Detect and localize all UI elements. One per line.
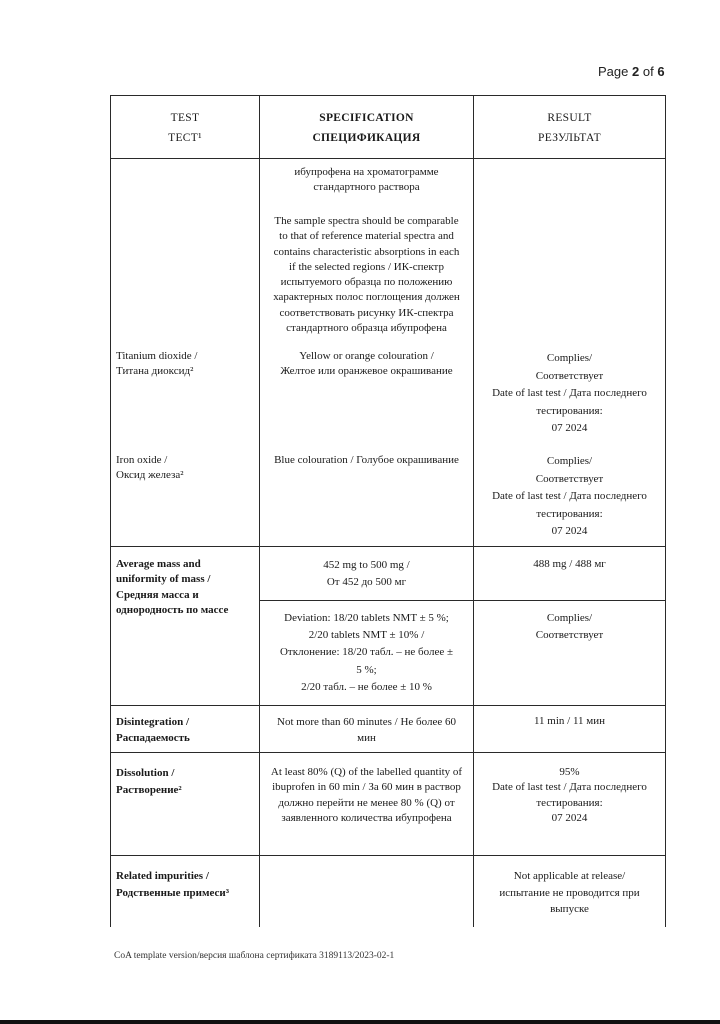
result-related-impurities: Not applicable at release/ испытание не проводится при выпуске	[499, 870, 640, 915]
table-top-border	[110, 95, 666, 96]
test-average-mass: Average mass and uniformity of mass / Средняя масса и однородность по массе	[116, 558, 229, 616]
test-related-impurities: Related impurities / Родственные примеси³	[116, 870, 230, 899]
row-divider	[259, 600, 666, 601]
test-disintegration: Disintegration / Распадаемость	[116, 716, 190, 744]
result-dissolution: 95% Date of last test / Дата последнего тестирования: 07 2024	[492, 766, 647, 824]
row-divider	[110, 855, 666, 856]
test-dissolution: Dissolution / Растворение²	[116, 767, 182, 796]
result-iron-oxide: Complies/ Соответствует Date of last test / Дата последнего тестирования: 07 2024	[492, 455, 647, 538]
spec-dissolution: At least 80% (Q) of the labelled quantity of ibuprofen in 60 min / За 60 мин в раствор должно перейти не менее 80 % (Q) от заявленного количества ибупрофена	[270, 766, 463, 824]
page-number: Page 2 of 6	[598, 64, 665, 79]
row-divider	[110, 705, 666, 706]
spec-average-mass: 452 mg to 500 mg / От 452 до 500 мг	[323, 559, 410, 588]
header-test: TEST ТЕСТ¹	[168, 112, 202, 144]
header-bottom-border	[110, 158, 666, 159]
row-divider	[110, 546, 666, 547]
result-titanium-dioxide: Complies/ Соответствует Date of last test / Дата последнего тестирования: 07 2024	[492, 352, 647, 435]
test-titanium-dioxide: Titanium dioxide / Титана диоксид²	[116, 350, 198, 378]
scan-edge	[0, 1020, 720, 1024]
spec-titanium-dioxide: Yellow or orange colouration / Желтое или оранжевое окрашивание	[280, 350, 453, 378]
result-average-mass: 488 mg / 488 мг	[533, 558, 606, 570]
result-uniformity: Complies/ Соответствует	[535, 612, 604, 642]
spec-iron-oxide: Blue colouration / Голубое окрашивание	[274, 454, 459, 466]
header-result: RESULT РЕЗУЛЬТАТ	[538, 112, 601, 144]
result-disintegration: 11 min / 11 мин	[533, 715, 606, 727]
spec-uniformity-deviation: Deviation: 18/20 tablets NMT ± 5 %; 2/20 tablets NMT ± 10% / Отклонение: 18/20 табл. – не более ± 5 %; 2/20 табл. – не более ± 10 %	[279, 612, 454, 693]
spec-disintegration: Not more than 60 minutes / Не более 60 мин	[277, 716, 456, 744]
footer-template-version: CoA template version/версия шаблона сертификата 3189113/2023-02-1	[114, 951, 395, 961]
spec-ir-spectrum-text: The sample spectra should be comparable to that of reference material spectra and contains characteristic absorptions in each if the selected regions / ИК-спектр испытуемого образца по положению характерных полос поглощения должен соответствовать рисунку ИК-спектра стандартного образца ибупрофена	[273, 215, 460, 335]
test-iron-oxide: Iron oxide / Оксид железа²	[116, 454, 184, 482]
table-left-border	[110, 95, 111, 927]
table-right-border	[665, 95, 666, 927]
header-specification: SPECIFICATION СПЕЦИФИКАЦИЯ	[312, 112, 421, 144]
spec-chromatogram-text: ибупрофена на хроматограмме стандартного раствора	[294, 166, 439, 194]
row-divider	[110, 752, 666, 753]
